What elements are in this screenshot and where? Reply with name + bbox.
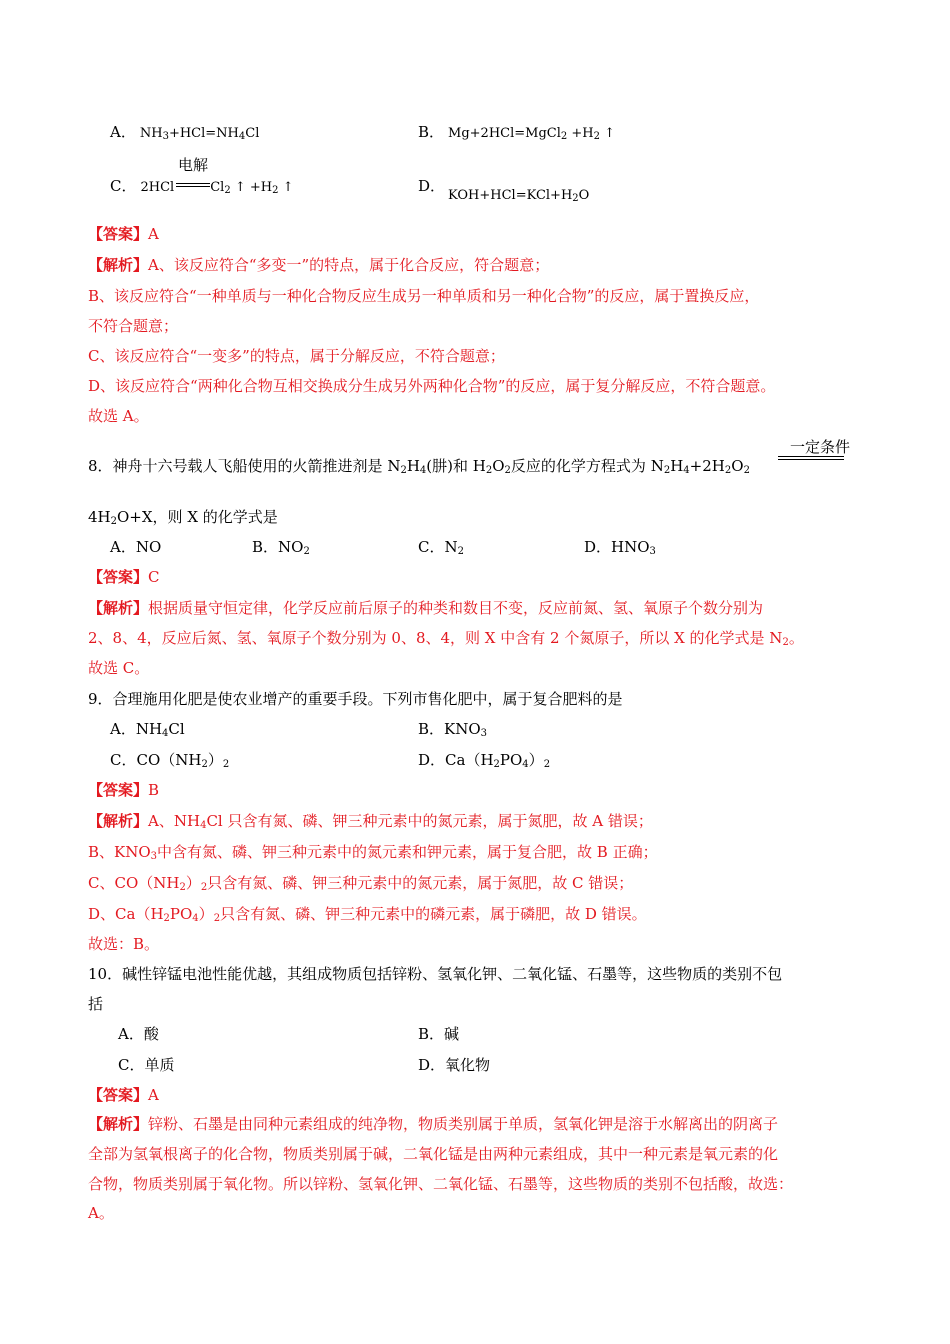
q9-option-a: A．$NH_4Cl$ (110, 720, 185, 739)
q10-option-b: B．碱 (418, 1025, 460, 1043)
q9-stem: 9．合理施用化肥是使农业增产的重要手段。下列市售化肥中，属于复合肥料的是 (88, 690, 623, 708)
q7-analysis-line-6: 故选 A。 (88, 407, 149, 425)
q8-stem: 8．神舟十六号载人飞船使用的火箭推进剂是 $N_2H_4$(肼)和 $H_2O_2$反应的化学方程式为 $N_2H_4+2H_2O_2$ (88, 457, 750, 476)
q7-analysis-line-5: D、该反应符合“两种化合物互相交换成分生成另外两种化合物”的反应，属于复分解反应，不符合题意。 (88, 377, 776, 395)
q8-analysis-line-3: 故选 C。 (88, 659, 150, 677)
q7-electrolysis-condition: 电解 (178, 156, 209, 174)
q10-option-c: C．单质 (118, 1056, 175, 1074)
q8-option-a: A．NO (110, 538, 162, 556)
q7-option-d-formula: $KOH+HCl=KCl+H_2O$ (448, 188, 590, 204)
q10-analysis-line-1: 【解析】锌粉、石墨是由同种元素组成的纯净物，物质类别属于单质，氢氧化钾是溶于水解离出的阴离子 (88, 1115, 779, 1133)
q8-analysis-line-2: 2、8、4，反应后氮、氢、氧原子个数分别为 0、8、4，则 X 中含有 2 个氮原子，所以 X 的化学式是 $N_2$。 (88, 629, 804, 648)
q7-condition-double-line (176, 183, 210, 187)
q9-analysis-line-5: 故选：B。 (88, 935, 160, 953)
q9-answer: 【答案】B (88, 781, 160, 799)
q7-analysis-line-3: 不符合题意； (88, 317, 179, 335)
q8-answer: 【答案】C (88, 568, 160, 586)
q7-answer: 【答案】A (88, 225, 159, 243)
q9-analysis-line-3: C、$CO(NH_2)_2$只含有氮、磷、钾三种元素中的氮元素，属于氮肥，故 C 错误； (88, 874, 634, 893)
q10-option-d: D．氧化物 (418, 1056, 491, 1074)
q8-stem-line-2: $4H_2O+X$，则 X 的化学式是 (88, 508, 278, 527)
q7-option-d-label: D． (418, 177, 446, 195)
q10-answer: 【答案】A (88, 1086, 159, 1104)
q10-option-a: A．酸 (118, 1025, 159, 1043)
q10-analysis-line-4: A。 (88, 1204, 114, 1222)
q9-option-c: C．$CO(NH_2)_2$ (110, 751, 230, 770)
q9-analysis-line-1: 【解析】A、$NH_4Cl$ 只含有氮、磷、钾三种元素中的氮元素，属于氮肥，故 A 错误； (88, 812, 653, 831)
q9-option-d: D．$Ca(H_2PO_4)_2$ (418, 751, 551, 770)
q8-analysis-line-1: 【解析】根据质量守恒定律，化学反应前后原子的种类和数目不变，反应前氮、氢、氧原子个数分别为 (88, 599, 764, 617)
q9-analysis-line-4: D、$Ca(H_2PO_4)_2$只含有氮、磷、钾三种元素中的磷元素，属于磷肥，故 D 错误。 (88, 905, 647, 924)
q7-option-a: A． $NH_3+HCl=NH_4Cl$ (110, 123, 260, 142)
q9-option-b: B．$KNO_3$ (418, 720, 488, 739)
q10-stem-line-1: 10．碱性锌锰电池性能优越，其组成物质包括锌粉、氢氧化钾、二氧化锰、石墨等，这些物质的类别不包 (88, 965, 783, 983)
q10-analysis-line-3: 合物，物质类别属于氧化物。所以锌粉、氢氧化钾、二氧化锰、石墨等，这些物质的类别不包括酸，故选： (88, 1175, 794, 1193)
q10-analysis-line-2: 全部为氢氧根离子的化合物，物质类别属于碱，二氧化锰是由两种元素组成，其中一种元素是氧元素的化 (88, 1145, 779, 1163)
q7-option-b: B． Mg+2HCl=MgCl$_2$ $+H_2$ ↑ (418, 123, 616, 142)
q8-option-b: B．$NO_2$ (252, 538, 310, 557)
q9-analysis-line-2: B、$KNO_3$中含有氮、磷、钾三种元素中的氮元素和钾元素，属于复合肥，故 B 正确； (88, 843, 658, 862)
q8-condition-double-line (778, 456, 844, 460)
q7-analysis-line-2: B、该反应符合“一种单质与一种化合物反应生成另一种单质和另一种化合物”的反应，属于置换反应， (88, 287, 760, 305)
q7-option-c: C． 2HCl $Cl_2$ ↑ $+H_2$ ↑ (110, 177, 294, 196)
q7-analysis-line-1: 【解析】A、该反应符合“多变一”的特点，属于化合反应，符合题意； (88, 256, 550, 274)
q8-reaction-condition: 一定条件 (790, 438, 851, 456)
q8-option-d: D．$HNO_3$ (584, 538, 656, 557)
q7-analysis-line-4: C、该反应符合“一变多”的特点，属于分解反应，不符合题意； (88, 347, 505, 365)
q10-stem-line-2: 括 (88, 995, 104, 1013)
q8-option-c: C．$N_2$ (418, 538, 464, 557)
